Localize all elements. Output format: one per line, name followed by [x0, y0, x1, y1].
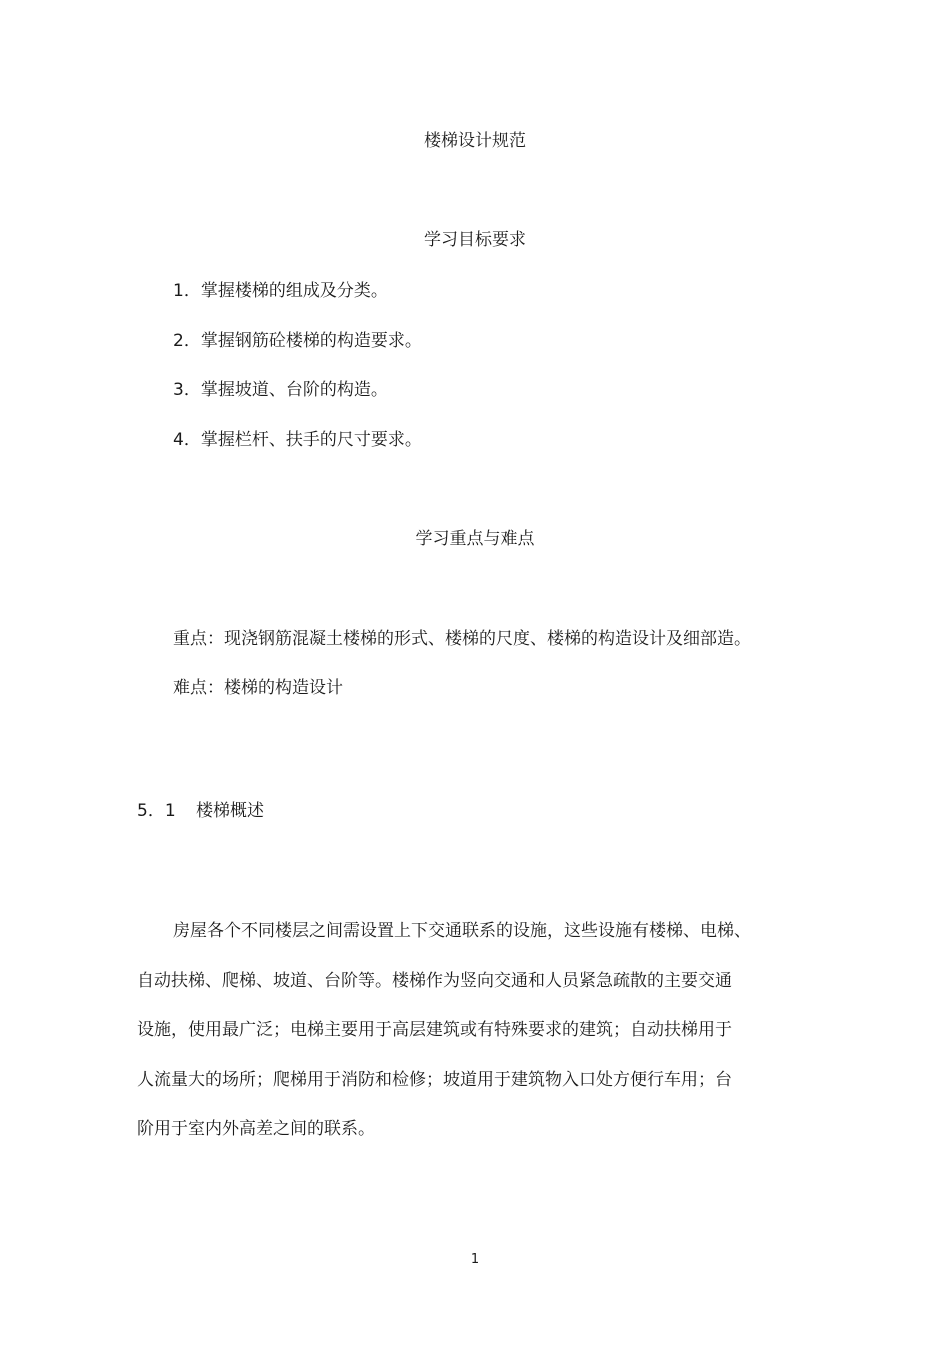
paragraph-line: 房屋各个不同楼层之间需设置上下交通联系的设施，这些设施有楼梯、电梯、	[173, 921, 751, 941]
list-item: 1．掌握楼梯的组成及分类。	[173, 281, 388, 301]
focus-heading: 学习重点与难点	[415, 529, 535, 549]
section-number: 5．1	[137, 801, 176, 821]
objectives-heading: 学习目标要求	[424, 230, 526, 250]
paragraph-line: 设施，使用最广泛；电梯主要用于高层建筑或有特殊要求的建筑；自动扶梯用于	[137, 1020, 732, 1040]
paragraph-line: 人流量大的场所；爬梯用于消防和检修；坡道用于建筑物入口处方便行车用；台	[137, 1070, 732, 1090]
list-item: 3．掌握坡道、台阶的构造。	[173, 380, 388, 400]
list-item: 2．掌握钢筋砼楼梯的构造要求。	[173, 331, 422, 351]
document-title: 楼梯设计规范	[424, 131, 526, 151]
paragraph-line: 自动扶梯、爬梯、坡道、台阶等。楼梯作为竖向交通和人员紧急疏散的主要交通	[137, 971, 732, 991]
page-number: 1	[470, 1252, 480, 1267]
difficulty-text: 难点：楼梯的构造设计	[173, 678, 343, 698]
paragraph-line: 阶用于室内外高差之间的联系。	[137, 1119, 375, 1139]
key-point-text: 重点：现浇钢筋混凝土楼梯的形式、楼梯的尺度、楼梯的构造设计及细部造。	[173, 629, 751, 649]
section-title: 楼梯概述	[196, 801, 264, 821]
list-item: 4．掌握栏杆、扶手的尺寸要求。	[173, 430, 422, 450]
